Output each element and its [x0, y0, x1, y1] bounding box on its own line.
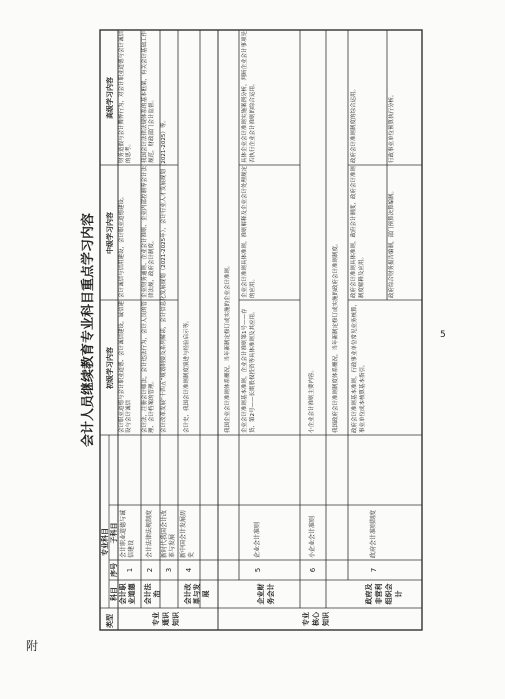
- svg-text:专业: 专业: [302, 612, 310, 626]
- header-subject: 科目: [110, 587, 118, 601]
- subject-labels: [119, 581, 420, 607]
- sub-subject-cells: 会计职业道德与诚信建设 会计法律法规制度 新时代我国会计改革与发展 新中国会计发展历史 企业会计准则 小企业会计准则 政府会计准则制度: [120, 509, 377, 558]
- svg-text:2: 2: [146, 567, 154, 573]
- row5-elementary: 企业会计准则基本准则，企业会计准则第1号——存货、第2号——长期股权投资等具体准则及其应用。: [242, 308, 256, 433]
- header-professional-subject: 专业科目: [101, 528, 109, 556]
- subject-finance: 企业财务会计: [257, 583, 275, 605]
- svg-text:核心: 核心: [312, 612, 320, 626]
- row1-intermediate: 会计诚信与信用建设，会计职业道德建设。: [119, 193, 125, 298]
- svg-text:知识: 知识: [172, 612, 180, 626]
- margin-mark: 附: [26, 639, 39, 653]
- svg-text:6: 6: [309, 567, 317, 573]
- svg-text:5: 5: [254, 567, 262, 573]
- row2-intermediate: 企业财务通则、企业会计准则、企业内部控制等会计法律法规，政府会计制度。: [142, 165, 155, 298]
- svg-text:4: 4: [185, 567, 193, 573]
- row6-content: 小企业会计准则主要内容。: [309, 366, 315, 433]
- header-sub-subject: 子科目: [110, 522, 118, 544]
- row7-elementary: 政府会计准则基本准则，行政事业单位常见业务核算，事业单位成本核算基本指引。: [352, 300, 366, 433]
- header-elementary: 初级学习内容: [106, 347, 114, 389]
- content-cells: [119, 31, 420, 433]
- header-senior: 高级学习内容: [106, 77, 114, 119]
- row7-overview: 我国政府会计准则制度体系概况，当年新制定修订或实施的政府会计准则制度。: [333, 240, 339, 433]
- sequence-numbers: [126, 567, 378, 572]
- row7-intermediate-extra: 政府综合财务报告编制，部门预算决算编制。: [389, 187, 395, 298]
- document-page: [80, 30, 422, 630]
- row1-senior: 财务造假与会计舞弊行为，对会计职业道德与会计诚信的思考。: [119, 30, 132, 163]
- category-general: [151, 611, 180, 627]
- row2-senior: 我国会计法律法规体系的基本框架，有关会计基础工作规范，财政部门会计监督。: [142, 30, 155, 163]
- svg-text:通识: 通识: [162, 612, 170, 626]
- category-core: [301, 611, 330, 627]
- row5-intermediate: 企业会计准则具体准则，准则解释及企业会计处理规定的应用。: [242, 165, 256, 298]
- row7-senior: 政府会计准则制度的综合运用。: [351, 85, 357, 163]
- subject-law: 会计法治: [144, 583, 161, 605]
- row7-intermediate: 政府会计准则具体准则，政府会计制度，政府会计准则制度解释及应用。: [351, 165, 365, 298]
- header-seq: 序号: [110, 563, 118, 577]
- svg-text:1: 1: [126, 567, 134, 573]
- subject-gov: 政府及非营利组织会计: [365, 583, 403, 605]
- row1-elementary: 会计职业道德与会计职业道德、会计诚信建设，诚信建设与会计诚信: [119, 300, 132, 433]
- subject-reform: 会计改革与发展: [184, 583, 210, 605]
- svg-text:3: 3: [165, 567, 173, 573]
- document-title: 会计人员继续教育专业科目重点学习内容: [81, 212, 96, 448]
- svg-text:知识: 知识: [322, 612, 330, 626]
- row4-content: 会计史，我国会计准则制度演进与经验启示等。: [184, 317, 190, 433]
- header-intermediate: 中级学习内容: [106, 212, 114, 254]
- svg-text:7: 7: [370, 567, 378, 573]
- svg-text:专业: 专业: [152, 612, 160, 626]
- row5-overview: 我国企业会计准则体系概况，当年新制定修订或实施的企业会计准则。: [225, 262, 231, 433]
- subject-ethics: 会计职业道德: [119, 583, 136, 605]
- page-number: 5: [440, 330, 446, 340]
- row5-senior: 具体企业会计准则实施案例分析，判断企业会计事项是否执行企业会计准则的综合运用。: [242, 30, 256, 163]
- row2-elementary: 会计法，注册会计师法，会计违法行为，会计人员的管理、会计档案的管理。: [142, 300, 155, 433]
- header-category: 类型: [106, 614, 114, 628]
- row3-content: 会计改革发展“十四五”规划纲要及系列解读，会计信息化发展规划（2021-2025年），会计行业人才发展规划（2021-2025）等。: [161, 117, 167, 433]
- row7-senior-extra: 行政事业单位预算执行分析。: [389, 91, 395, 163]
